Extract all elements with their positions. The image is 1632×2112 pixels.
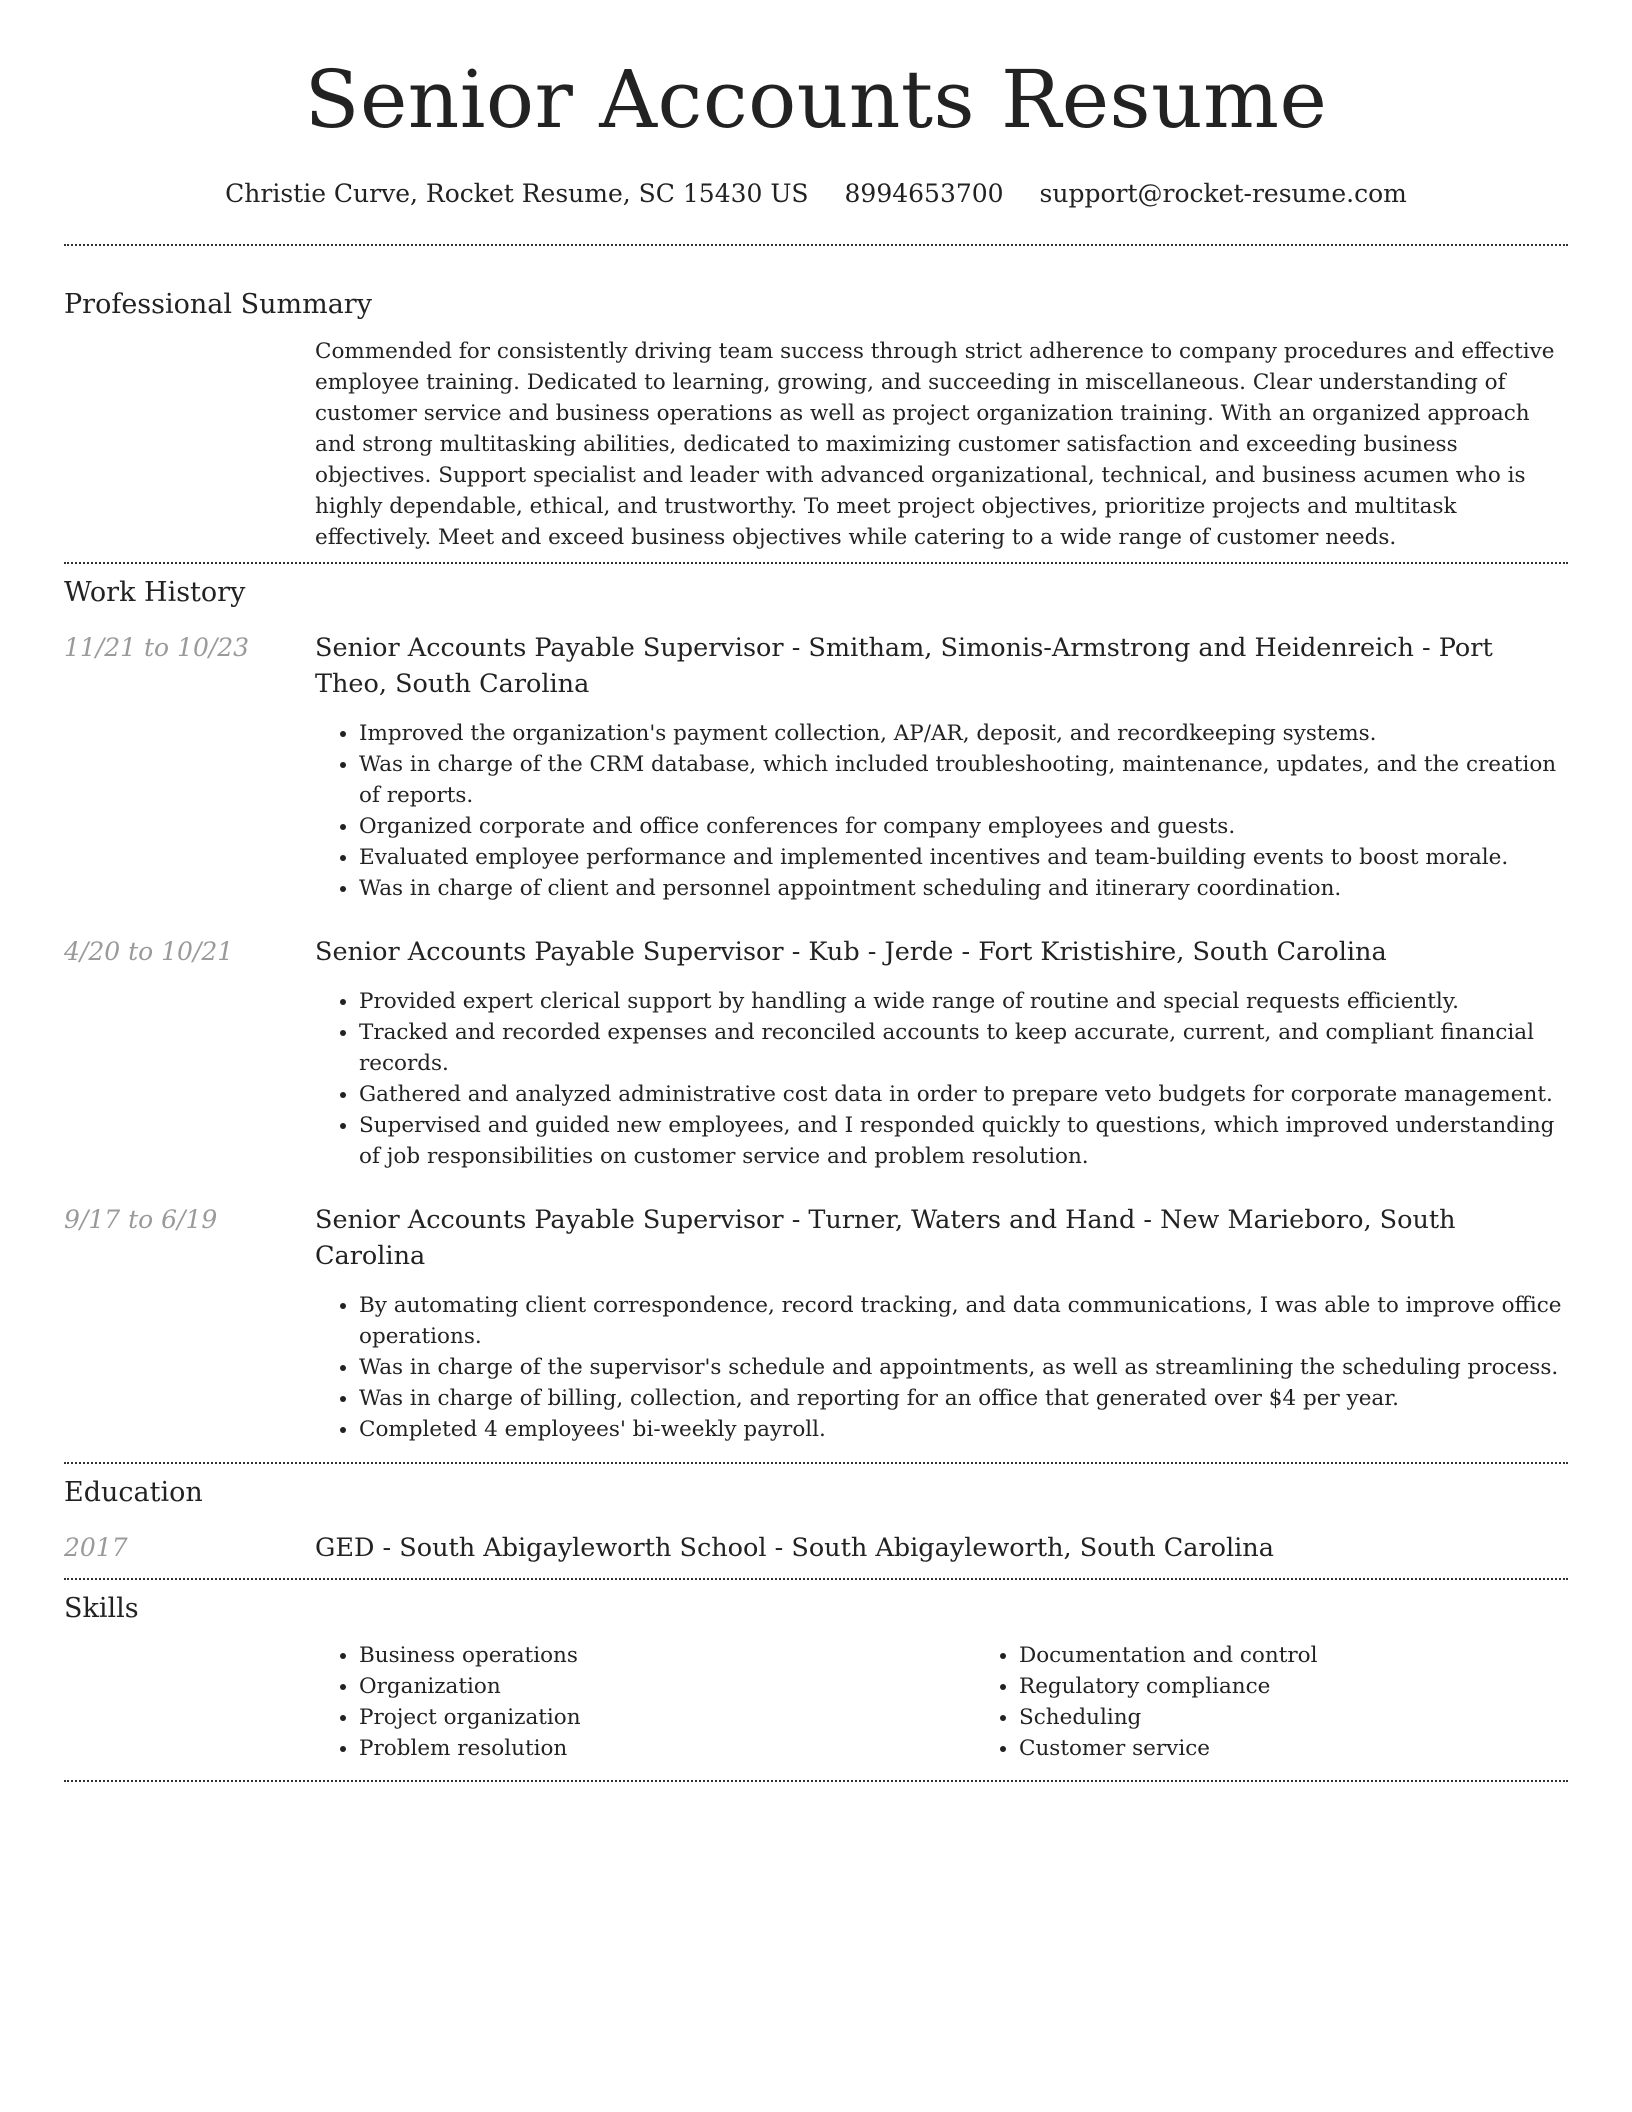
skills-list-right <box>975 1640 1632 1764</box>
contact-email: support@rocket-resume.com <box>1039 179 1407 208</box>
skill-item: • Business operations <box>359 1640 975 1671</box>
skill-item: • Documentation and control <box>1019 1640 1632 1671</box>
education-text: GED - South Abigayleworth School - South Abigayleworth, South Carolina <box>315 1533 1274 1563</box>
section-heading-education: Education <box>64 1477 203 1508</box>
section-heading-summary: Professional Summary <box>64 289 372 320</box>
job-entry <box>64 630 1568 904</box>
job-dates: 9/17 to 6/19 <box>64 1205 218 1234</box>
divider <box>64 1780 1568 1782</box>
job-dates: 11/21 to 10/23 <box>64 633 250 662</box>
skills-section <box>64 1592 1568 1764</box>
job-bullet: • Completed 4 employees' bi-weekly payroll. <box>359 1414 1568 1445</box>
education-entry <box>64 1530 1568 1566</box>
summary-date-spacer <box>64 336 315 553</box>
job-bullet: • Improved the organization's payment collection, AP/AR, deposit, and recordkeeping systems. <box>359 718 1568 749</box>
job-bullet: • Supervised and guided new employees, and I responded quickly to questions, which improved understanding of job responsibilities on customer service and problem resolution. <box>359 1110 1568 1172</box>
skill-item: • Regulatory compliance <box>1019 1671 1632 1702</box>
contact-line <box>64 178 1568 210</box>
summary-text: Commended for consistently driving team success through strict adherence to company procedures and effective employee training. Dedicated to learning, growing, and succeeding in miscellaneous. Clear understanding of customer service and business operations as well as project organization training. With an organized approach and strong multitasking abilities, dedicated to maximizing customer satisfaction and exceeding business objectives. Support specialist and leader with advanced organizational, technical, and business acumen who is highly dependable, ethical, and trustworthy. To meet project objectives, prioritize projects and multitask effectively. Meet and exceed business objectives while catering to a wide range of customer needs. <box>315 339 1555 550</box>
resume-title: Senior Accounts Resume <box>304 53 1328 146</box>
job-bullet: • Organized corporate and office conferences for company employees and guests. <box>359 811 1568 842</box>
divider <box>64 562 1568 564</box>
job-bullet: • By automating client correspondence, record tracking, and data communications, I was able to improve office operations. <box>359 1290 1568 1352</box>
skill-item: • Scheduling <box>1019 1702 1632 1733</box>
job-bullet: • Was in charge of client and personnel appointment scheduling and itinerary coordination. <box>359 873 1568 904</box>
divider <box>64 1578 1568 1580</box>
skills-date-spacer <box>64 1640 315 1764</box>
summary-section <box>64 288 1568 553</box>
job-bullet: • Evaluated employee performance and implemented incentives and team-building events to boost morale. <box>359 842 1568 873</box>
job-bullet: • Was in charge of billing, collection, and reporting for an office that generated over $4 per year. <box>359 1383 1568 1414</box>
skill-item: • Organization <box>359 1671 975 1702</box>
job-bullet: • Gathered and analyzed administrative cost data in order to prepare veto budgets for corporate management. <box>359 1079 1568 1110</box>
skills-list-left <box>315 1640 975 1764</box>
job-title: Senior Accounts Payable Supervisor - Smitham, Simonis-Armstrong and Heidenreich - Port Theo, South Carolina <box>315 633 1493 699</box>
job-entry <box>64 934 1568 1172</box>
skill-item: • Customer service <box>1019 1733 1632 1764</box>
skill-item: • Project organization <box>359 1702 975 1733</box>
job-dates: 4/20 to 10/21 <box>64 937 234 966</box>
job-bullets <box>315 986 1568 1172</box>
job-bullet: • Provided expert clerical support by handling a wide range of routine and special requests efficiently. <box>359 986 1568 1017</box>
job-title: Senior Accounts Payable Supervisor - Kub - Jerde - Fort Kristishire, South Carolina <box>315 937 1387 967</box>
skill-item: • Problem resolution <box>359 1733 975 1764</box>
job-bullets <box>315 1290 1568 1445</box>
education-section <box>64 1476 1568 1566</box>
job-bullets <box>315 718 1568 904</box>
job-title: Senior Accounts Payable Supervisor - Turner, Waters and Hand - New Marieboro, South Carolina <box>315 1205 1456 1271</box>
contact-phone: 8994653700 <box>844 179 1004 208</box>
contact-address: Christie Curve, Rocket Resume, SC 15430 US <box>225 179 809 208</box>
job-bullet: • Was in charge of the supervisor's schedule and appointments, as well as streamlining the scheduling process. <box>359 1352 1568 1383</box>
work-history-section <box>64 576 1568 1445</box>
job-bullet: • Was in charge of the CRM database, which included troubleshooting, maintenance, updates, and the creation of reports. <box>359 749 1568 811</box>
education-date: 2017 <box>64 1533 128 1562</box>
divider <box>64 1462 1568 1464</box>
job-entry <box>64 1202 1568 1445</box>
section-heading-skills: Skills <box>64 1593 139 1624</box>
divider <box>64 244 1568 246</box>
section-heading-work-history: Work History <box>64 577 246 608</box>
job-bullet: • Tracked and recorded expenses and reconciled accounts to keep accurate, current, and compliant financial records. <box>359 1017 1568 1079</box>
